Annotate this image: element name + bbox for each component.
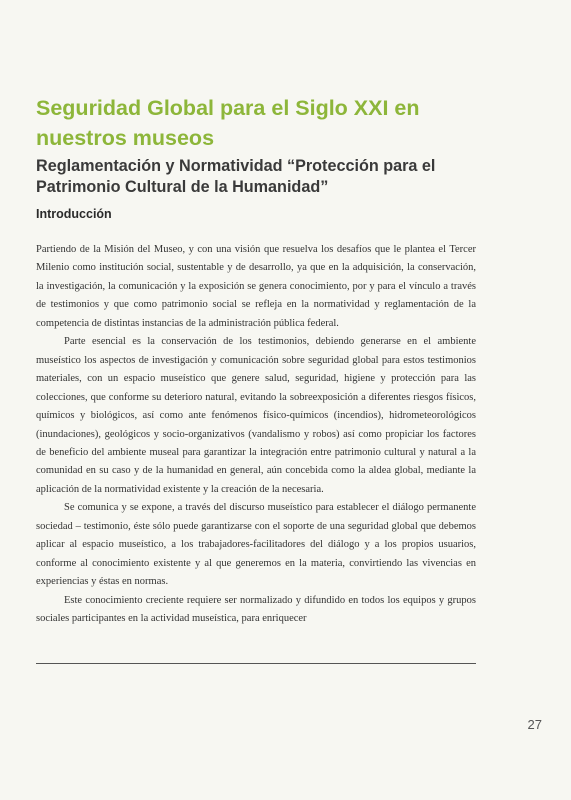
footer-rule [36, 663, 476, 664]
paragraph-4: Este conocimiento creciente requiere ser normalizado y difundido en todos los equipos y grupos sociales participantes en la actividad museística, para enriquecer [36, 594, 476, 625]
page-subtitle: Reglamentación y Normatividad “Protección para el Patrimonio Cultural de la Humanidad” [36, 157, 436, 196]
paragraph-3: Se comunica y se expone, a través del discurso museístico para establecer el diálogo permanente sociedad – testimonio, éste sólo puede garantizarse con el soporte de una seguridad global que debemos aplicar al espacio museístico, a los trabajadores-facilitadores del diálogo y a los propios usuarios, conforme al conocimiento existente y al que generemos en la materia, convirtiendo las vivencias en experiencias y éstas en normas. [36, 502, 476, 588]
body-text [36, 241, 476, 629]
page-number: 27 [527, 717, 542, 732]
paragraph-1: Partiendo de la Misión del Museo, y con una visión que resuelva los desafíos que le plantea el Tercer Milenio como institución social, sustentable y de desarrollo, ya que en la adquisición, la conservación, la investigación, la comunicación y la exposición se genera conocimiento, por y para el vínculo a través de testimonios y que como patrimonio social se refleja en la normatividad y reglamentación de la competencia de distintas instancias de la administración pública federal. [36, 244, 476, 329]
paragraph-2: Parte esencial es la conservación de los testimonios, debiendo generarse en el ambiente museístico los aspectos de investigación y comunicación sobre seguridad global para estos testimonios materiales, con un espacio museístico que genere salud, seguridad, higiene y protección para las colecciones, que conforme su deterioro natural, evitando la sobreexposición a diferentes riesgos físicos, químicos y biológicos, así como ante fenómenos físico-químicos (incendios), hidrometeorológicos (inundaciones), geológicos y socio-organizativos (vandalismo y robos) así como propiciar los factores de beneficio del ambiente museal para garantizar la integración entre patrimonio cultural y natural a la comunidad en su caso y de la humanidad en general, aún concebida como la aldea global, mediante la aplicación de la normatividad existente y la creación de la necesaria. [36, 336, 476, 495]
section-heading: Introducción [36, 207, 112, 221]
page-title: Seguridad Global para el Siglo XXI en nuestros museos [36, 96, 420, 150]
